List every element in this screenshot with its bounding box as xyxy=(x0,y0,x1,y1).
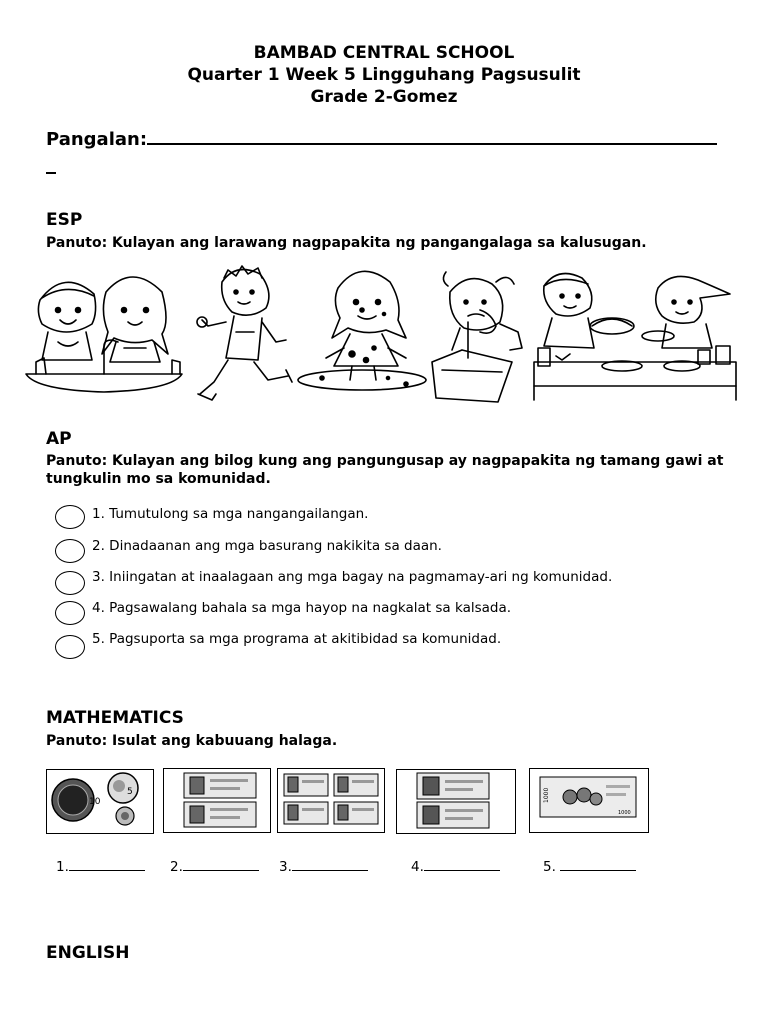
grade-section: Grade 2-Gomez xyxy=(310,87,458,107)
answer-bubble-4[interactable] xyxy=(55,601,85,625)
ap-instruction: Panuto: Kulayan ang bilog kung ang pangungusap ay nagpapakita ng tamang gawi at tungkulin mo sa komunidad. xyxy=(46,453,724,487)
esp-instruction: Panuto: Kulayan ang larawang nagpapakita ng pangangalaga sa kalusugan. xyxy=(46,235,647,251)
answer-5[interactable] xyxy=(543,858,636,875)
two-bills-picture xyxy=(164,769,269,831)
money-box-4 xyxy=(396,769,516,834)
ap-item-3: 3. Iniingatan at inaalagaan ang mga bagay na pagmamay-ari ng komunidad. xyxy=(92,569,613,585)
esp-pictures-illustration xyxy=(22,262,742,408)
thousand-bill-picture xyxy=(530,769,647,831)
two-bills-picture-2 xyxy=(397,770,514,832)
school-name: BAMBAD CENTRAL SCHOOL xyxy=(253,43,515,63)
ap-item-4: 4. Pagsawalang bahala sa mga hayop na nagkalat sa kalsada. xyxy=(92,600,512,616)
dirty-child-picture xyxy=(298,271,426,390)
answer-bubble-1[interactable] xyxy=(55,505,85,529)
ap-title: AP xyxy=(46,429,72,449)
answer-3-blank[interactable] xyxy=(292,858,368,871)
children-washing-hands-picture xyxy=(26,277,182,392)
esp-title: ESP xyxy=(46,210,83,230)
four-bills-picture xyxy=(278,769,383,831)
quiz-title: Quarter 1 Week 5 Lingguhang Pagsusulit xyxy=(187,65,581,85)
money-box-3 xyxy=(277,768,385,833)
bill-value-corner: 1000 xyxy=(618,810,631,816)
answer-3-number: 3. xyxy=(279,859,292,875)
ap-item-2: 2. Dinadaanan ang mga basurang nakikita sa daan. xyxy=(92,538,442,554)
coin-value-5: 5 xyxy=(127,787,133,797)
coin-value-10: 10 xyxy=(89,797,101,807)
name-label: Pangalan: xyxy=(46,129,148,150)
answer-4-blank[interactable] xyxy=(424,858,500,871)
name-field[interactable] xyxy=(46,127,717,150)
answer-5-number: 5. xyxy=(543,859,561,875)
money-box-2 xyxy=(163,768,271,833)
name-blank-continuation xyxy=(46,158,56,174)
ap-item-5: 5. Pagsuporta sa mga programa at akitibidad sa komunidad. xyxy=(92,631,502,647)
esp-pictures xyxy=(22,262,742,408)
money-box-5 xyxy=(529,768,649,833)
math-instruction: Panuto: Isulat ang kabuuang halaga. xyxy=(46,733,338,749)
math-title: MATHEMATICS xyxy=(46,708,184,728)
english-title: ENGLISH xyxy=(46,943,130,963)
name-blank[interactable] xyxy=(147,127,717,145)
answer-5-blank[interactable] xyxy=(560,858,636,871)
answer-1[interactable] xyxy=(56,858,145,875)
boy-running-picture xyxy=(197,266,292,400)
money-box-1 xyxy=(46,769,154,834)
answer-1-number: 1. xyxy=(56,859,69,875)
answer-2-number: 2. xyxy=(170,859,183,875)
coins-picture xyxy=(47,770,152,832)
answer-bubble-2[interactable] xyxy=(55,539,85,563)
bill-value-side: 1000 xyxy=(543,787,550,803)
children-eating-picture xyxy=(534,274,736,401)
answer-4[interactable] xyxy=(411,858,500,875)
answer-bubble-3[interactable] xyxy=(55,571,85,595)
answer-1-blank[interactable] xyxy=(69,858,145,871)
ap-item-1: 1. Tumutulong sa mga nangangailangan. xyxy=(92,506,369,522)
answer-4-number: 4. xyxy=(411,859,424,875)
answer-2[interactable] xyxy=(170,858,259,875)
answer-bubble-5[interactable] xyxy=(55,635,85,659)
answer-2-blank[interactable] xyxy=(183,858,259,871)
girl-washing-face-picture xyxy=(432,272,522,402)
answer-3[interactable] xyxy=(279,858,368,875)
